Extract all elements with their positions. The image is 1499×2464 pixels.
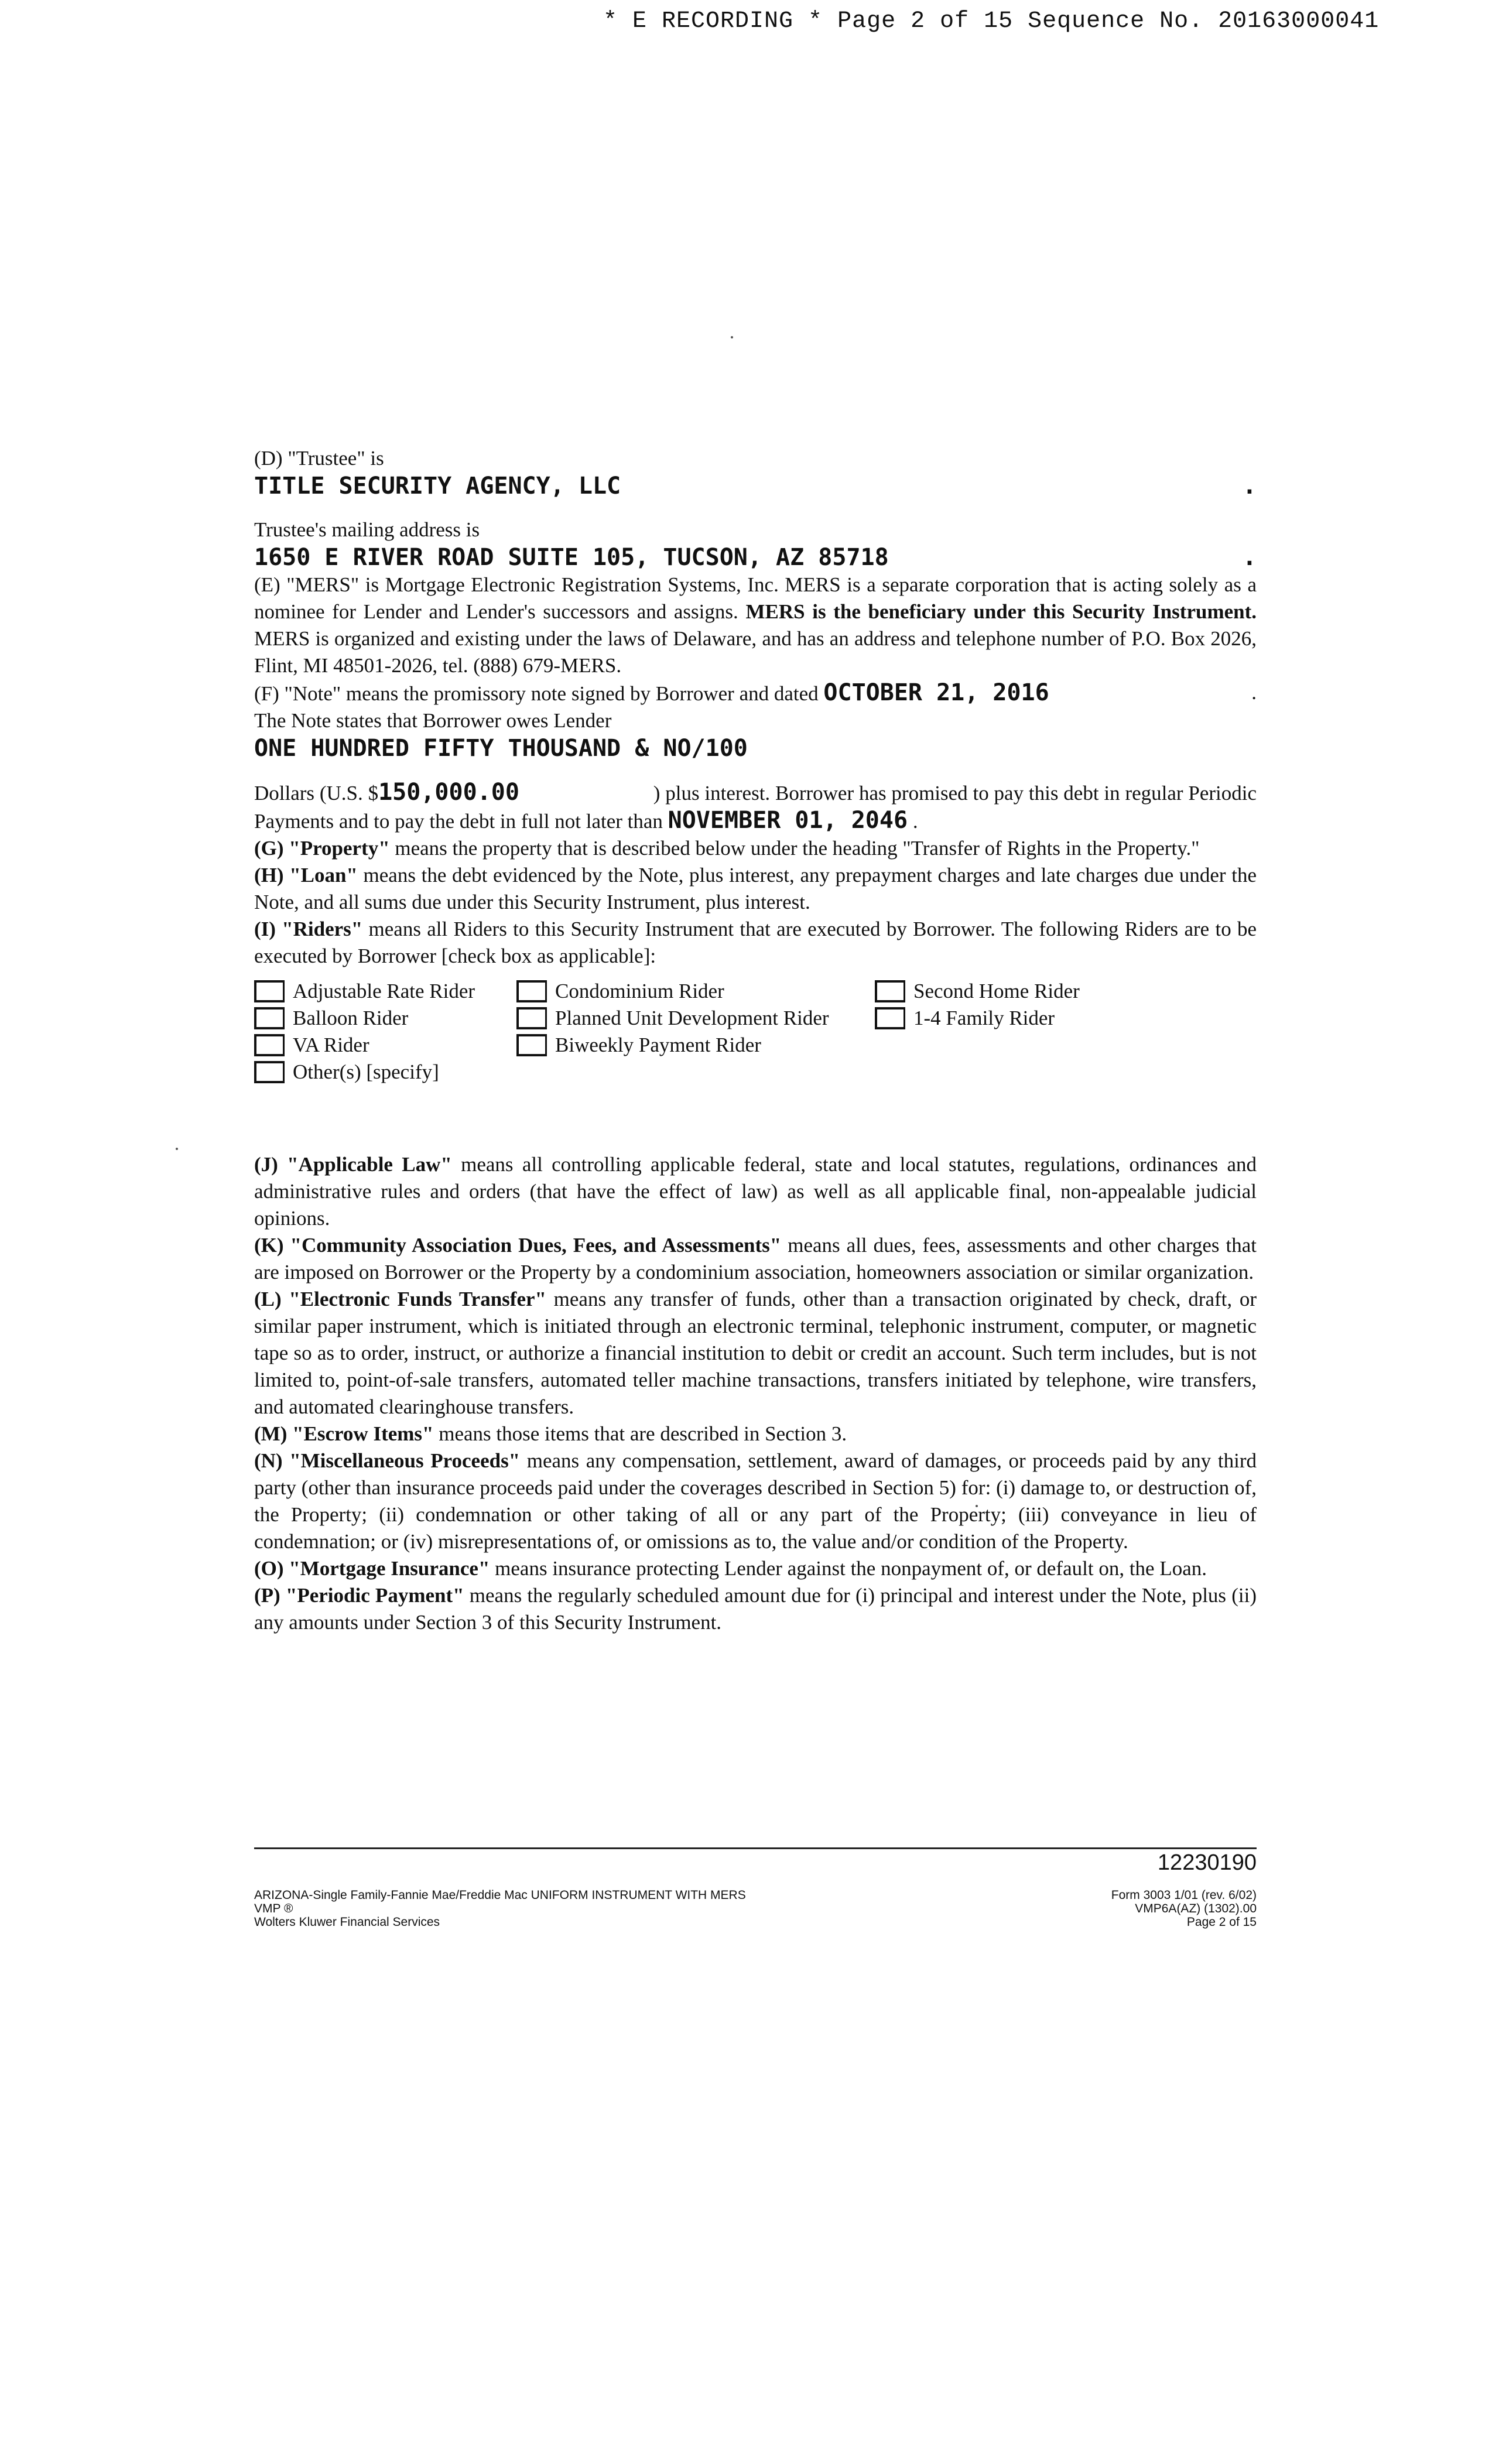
checkbox[interactable] — [254, 1061, 285, 1083]
riders-definition: (I) "Riders" means all Riders to this Security Instrument that are executed by Borrower. The following Riders are to be executed by Borrower [check box as applicable]: — [254, 918, 1257, 967]
checkbox[interactable] — [254, 980, 285, 1002]
rider-option[interactable]: Other(s) [specify] — [254, 1059, 439, 1086]
note-amount-words: ONE HUNDRED FIFTY THOUSAND & NO/100 — [254, 735, 748, 762]
loan-definition: (H) "Loan" means the debt evidenced by the Note, plus interest, any prepayment charges and late charges due under the Note, and all sums due under this Security Instrument, plus interest. — [254, 864, 1257, 913]
trustee-mailing-label: Trustee's mailing address is — [254, 518, 480, 541]
note-definition: (F) "Note" means the promissory note signed by Borrower and dated OCTOBER 21, 2016 . — [254, 679, 1257, 706]
checkbox[interactable] — [516, 1007, 547, 1029]
note-dollars: Dollars (U.S. $150,000.00 ) plus interest. Borrower has promised to pay this debt in regular Periodic Payments and to pay the debt in full not later than NOVEMBER 01, 2046 . — [254, 779, 1257, 834]
applicable-law-definition: (J) "Applicable Law" means all controlling applicable federal, state and local statutes, regulations, ordinances and administrative rules and orders (that have the effect of law) as well as all applicable final, non-appealable judicial opinions. — [254, 1153, 1257, 1230]
checkbox[interactable] — [516, 1034, 547, 1056]
rider-option[interactable]: Adjustable Rate Rider — [254, 978, 475, 1005]
eft-definition: (L) "Electronic Funds Transfer" means any transfer of funds, other than a transaction originated by check, draft, or similar paper instrument, which is initiated through an electronic terminal, telephonic instrument, computer, or magnetic tape so as to order, instruct, or authorize a financial institution to debit or credit an account. Such term includes, but is not limited to, point-of-sale transfers, automated teller machine transactions, transfers initiated by telephone, wire transfers, and automated clearinghouse transfers. — [254, 1288, 1257, 1418]
mortgage-insurance-definition: (O) "Mortgage Insurance" means insurance protecting Lender against the nonpayment of, or default on, the Loan. — [254, 1557, 1207, 1580]
periodic-payment-definition: (P) "Periodic Payment" means the regularly scheduled amount due for (i) principal and interest under the Note, plus (ii) any amounts under Section 3 of this Security Instrument. — [254, 1584, 1257, 1634]
community-association-definition: (K) "Community Association Dues, Fees, and Assessments" means all dues, fees, assessments and other charges that are imposed on Borrower or the Property by a condominium association, homeowners association or similar organization. — [254, 1234, 1257, 1284]
checkbox[interactable] — [875, 980, 905, 1002]
rider-option[interactable]: Biweekly Payment Rider — [516, 1032, 761, 1059]
checkbox[interactable] — [875, 1007, 905, 1029]
rider-option[interactable]: Planned Unit Development Rider — [516, 1005, 829, 1032]
footer-divider — [254, 1847, 1257, 1849]
loan-number: 12230190 — [1157, 1850, 1257, 1875]
misc-proceeds-definition: (N) "Miscellaneous Proceeds" means any compensation, settlement, award of damages, or proceeds paid by any third party (other than insurance proceeds paid under the coverages described in Section 5) for: (i) damage to, or destruction of, the Property; (ii) condemnation or other taking of all or any part of the Property; (iii) conveyance in lieu of condemnation; or (iv) misrepresentations of, or omissions as to, the value and/or condition of the Property. — [254, 1449, 1257, 1553]
rider-option[interactable]: Condominium Rider — [516, 978, 724, 1005]
trustee-address: 1650 E RIVER ROAD SUITE 105, TUCSON, AZ 85718 . — [254, 544, 1257, 571]
trustee-name: TITLE SECURITY AGENCY, LLC . — [254, 473, 1257, 499]
rider-option[interactable]: 1-4 Family Rider — [875, 1005, 1055, 1032]
escrow-items-definition: (M) "Escrow Items" means those items that are described in Section 3. — [254, 1422, 847, 1445]
note-amount: 150,000.00 — [378, 779, 519, 806]
note-maturity: NOVEMBER 01, 2046 — [668, 807, 908, 834]
checkbox[interactable] — [516, 980, 547, 1002]
footer-form-info: ARIZONA-Single Family-Fannie Mae/Freddie Mac UNIFORM INSTRUMENT WITH MERS VMP ® Wolters Kluwer Financial Services — [254, 1888, 746, 1929]
rider-option[interactable]: VA Rider — [254, 1032, 369, 1059]
document-body — [254, 445, 1257, 1636]
note-owes: The Note states that Borrower owes Lender — [254, 709, 612, 732]
footer-form-number: Form 3003 1/01 (rev. 6/02) VMP6A(AZ) (1302).00 Page 2 of 15 — [1111, 1888, 1257, 1929]
checkbox[interactable] — [254, 1034, 285, 1056]
mers-definition: (E) "MERS" is Mortgage Electronic Registration Systems, Inc. MERS is a separate corporation that is acting solely as a nominee for Lender and Lender's successors and assigns. MERS is the beneficiary under this Security Instrument. MERS is organized and existing under the laws of Delaware, and has an address and telephone number of P.O. Box 2026, Flint, MI 48501-2026, tel. (888) 679-MERS. — [254, 573, 1257, 677]
rider-option[interactable]: Second Home Rider — [875, 978, 1080, 1005]
scan-speck — [731, 336, 733, 338]
recording-header: * E RECORDING * Page 2 of 15 Sequence No. 20163000041 — [603, 8, 1380, 35]
checkbox[interactable] — [254, 1007, 285, 1029]
property-definition: (G) "Property" means the property that is described below under the heading "Transfer of Rights in the Property." — [254, 837, 1200, 860]
riders-checklist — [254, 978, 1257, 1095]
rider-option[interactable]: Balloon Rider — [254, 1005, 408, 1032]
scan-speck — [176, 1148, 178, 1150]
trustee-label: (D) "Trustee" is — [254, 447, 384, 470]
note-date: OCTOBER 21, 2016 — [823, 679, 1049, 706]
